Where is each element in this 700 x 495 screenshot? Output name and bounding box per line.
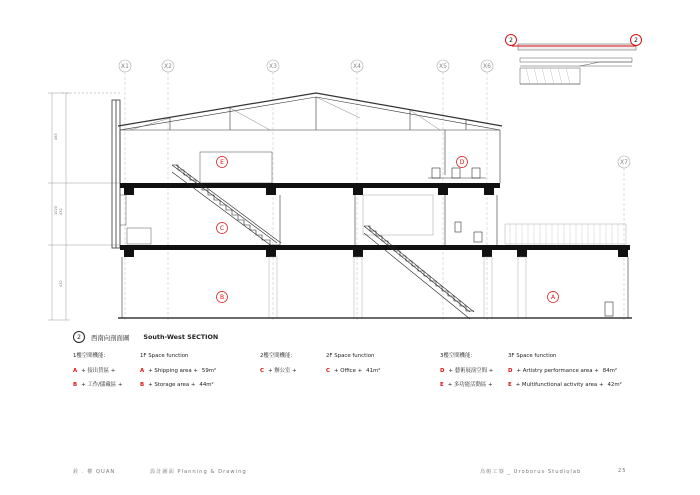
footer-brand: 銓 . 權 QUAN [73,469,116,475]
grid-label-x7: X7 [620,159,628,166]
legend-en-label: + Artistry performance area + [516,367,599,374]
section-title-en: South-West SECTION [143,333,219,341]
legend-key: D [440,367,445,374]
legend-3f-heading-en: 3F Space function [508,353,557,359]
legend-en-label: + Storage area + [148,382,196,388]
grid-label-x1: X1 [121,63,129,70]
legend-area: 59m² [201,367,217,374]
legend-key: A [73,367,78,374]
grid-label-x5: X5 [439,63,447,70]
legend-en-label: + Shipping area + [148,367,198,374]
keyplan-marker-right-label: 2 [634,37,638,44]
legend-zh-label: + 工作/儲藏區 + [81,382,123,388]
dimension-overall: 1020 [54,206,58,215]
legend-zh-label: + 接出貨區 + [81,367,116,374]
legend-area: 44m² [199,382,214,388]
legend-1f-en [140,349,216,393]
grid-label-x6: X6 [483,63,491,70]
legend-1f-zh [73,349,122,393]
legend-2f-heading-en: 2F Space function [326,353,375,359]
legend-2f-heading-zh: 2樓空間機能： [260,353,296,359]
legend-key: E [508,382,512,388]
legend-area: 84m² [602,367,618,374]
legend-zh-label: + 辦公室 + [267,367,297,374]
legend-zh-label: + 藝術展演空間 + [448,367,494,374]
floor-slab-2f [120,245,630,250]
legend-area: 42m² [607,382,622,388]
keyplan-marker-left-label: 2 [509,37,513,44]
stair-lower [364,226,474,319]
room-label-c: C [219,225,225,232]
room-label-a: A [550,294,556,301]
legend-en-label: + Office + [333,367,363,374]
legend-key: E [440,382,444,388]
footer-section: 設計圖面 Planning & Drawing [150,469,247,475]
section-number: 2 [73,331,85,343]
legend-3f-en [508,349,622,393]
legend-key: C [326,367,330,374]
legend-1f-heading-zh: 1樓空間機能： [73,353,109,359]
legend-1f-heading-en: 1F Space function [140,353,189,359]
legend-key: B [140,382,145,388]
legend-key: C [260,367,264,374]
room-label-b: B [219,294,225,301]
room-label-d: D [459,159,465,166]
dimension-top: 485 [54,133,58,140]
section-caption [73,331,218,343]
grid-label-x3: X3 [269,63,277,70]
grid-label-x2: X2 [164,63,172,70]
legend-zh-label: + 多功能活動區 + [447,382,493,388]
room-label-e: E [220,159,224,166]
legend-3f-zh [440,349,493,393]
legend-2f-zh [260,349,297,378]
section-title-zh: 西南向剖面圖 [91,333,130,342]
footer-studio: 烏帕工寮 _ Uroborus Studiolab [480,469,582,475]
legend-3f-heading-zh: 3樓空間機能： [440,353,476,359]
grid-label-x4: X4 [353,63,361,70]
legend-key: D [508,367,513,374]
stair-upper [172,165,281,250]
dimension-1f: 432 [59,280,63,287]
key-plan [506,35,642,85]
legend-key: A [140,367,145,374]
legend-en-label: + Multifunctional activity area + [515,382,604,388]
dimension-2f: 432 [59,208,63,215]
legend-2f-en [326,349,380,378]
legend-key: B [73,382,78,388]
page-number: 25 [618,468,627,474]
legend-area: 41m² [366,367,381,374]
